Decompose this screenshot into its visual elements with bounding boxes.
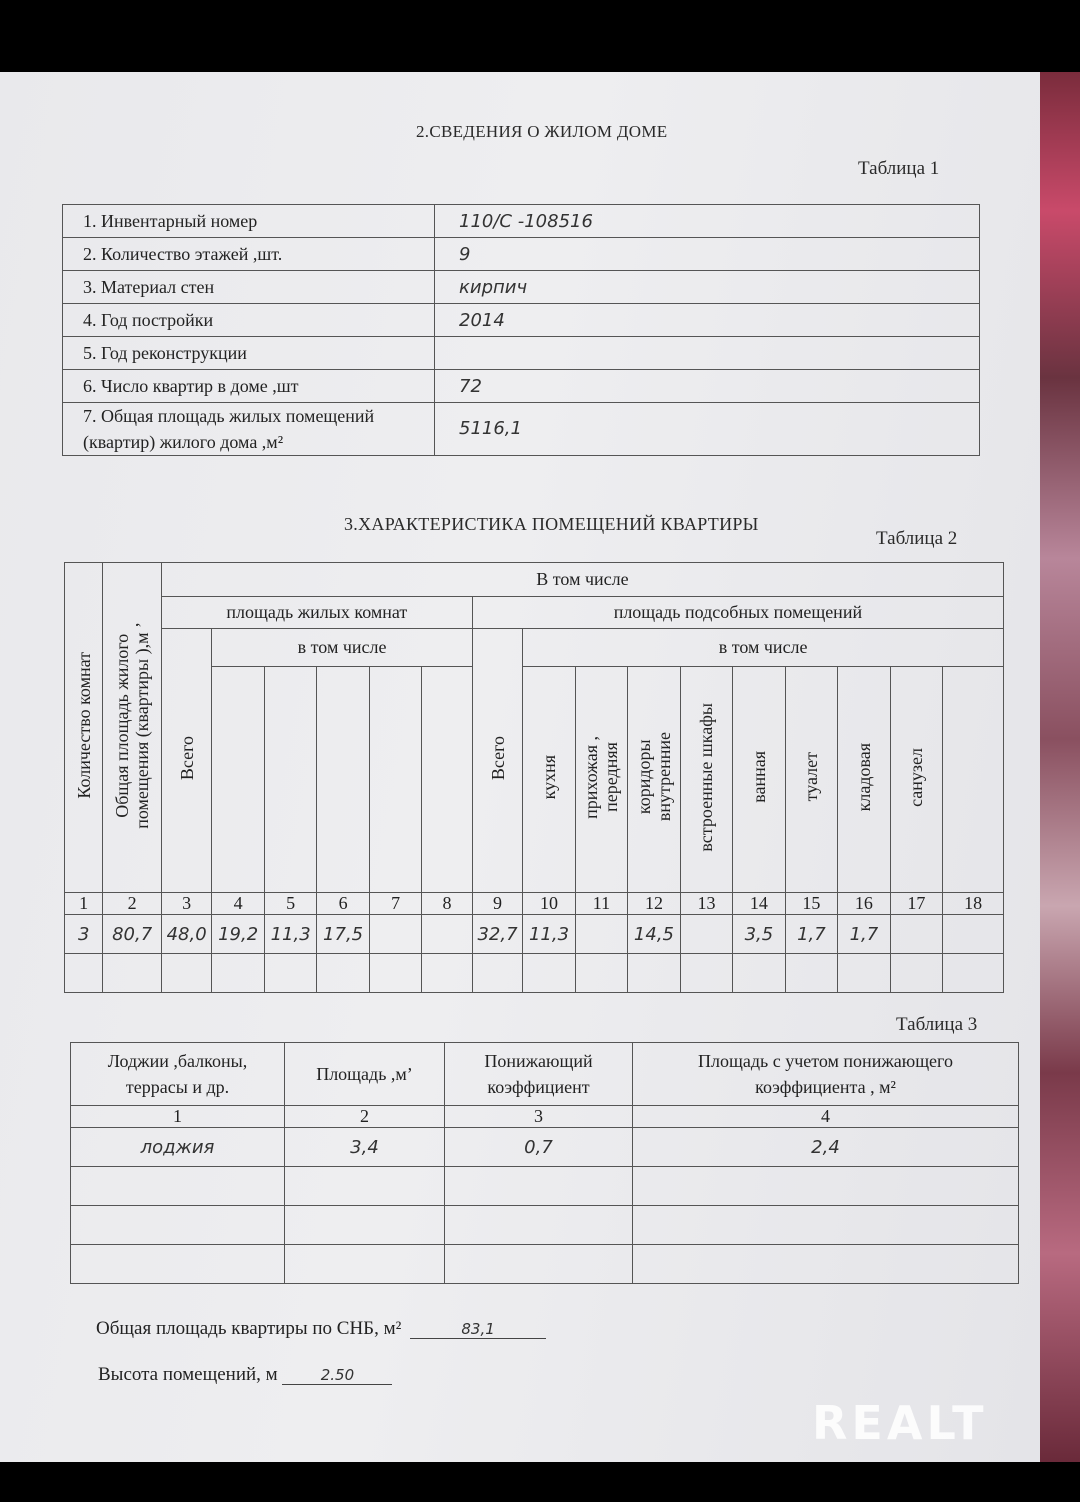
empty-cell <box>71 1206 285 1245</box>
header-aux-area: площадь подсобных помещений <box>472 597 1003 629</box>
table-header-row <box>71 1043 1019 1106</box>
column-number: 1 <box>65 893 103 915</box>
table-cell: 11,3 <box>523 915 575 954</box>
header-text: Всего <box>176 735 197 781</box>
header-text: кухня <box>538 754 559 800</box>
header-text: ванная <box>748 751 769 803</box>
empty-cell <box>943 954 1004 993</box>
table1-label: Таблица 1 <box>858 158 940 179</box>
table-row-empty <box>65 954 1004 993</box>
table-cell: 19,2 <box>212 915 264 954</box>
column-number: 14 <box>733 893 785 915</box>
header-text: туалет <box>801 752 822 802</box>
table-row <box>71 1128 1019 1167</box>
column-number: 13 <box>680 893 732 915</box>
row-label-line2: (квартир) жилого дома ,м² <box>83 432 284 452</box>
header-hall <box>575 667 627 893</box>
header-total-area <box>103 563 162 893</box>
section2-title: 2.СВЕДЕНИЯ О ЖИЛОМ ДОМЕ <box>416 122 668 141</box>
empty-cell <box>65 954 103 993</box>
column-number: 18 <box>943 893 1004 915</box>
empty-cell <box>633 1167 1019 1206</box>
table-row <box>63 403 980 456</box>
empty-cell <box>285 1167 445 1206</box>
column-number: 4 <box>633 1106 1019 1128</box>
row-label-line1: 7. Общая площадь жилых помещений <box>83 406 375 426</box>
table-row-empty <box>71 1245 1019 1284</box>
empty-cell <box>422 954 472 993</box>
table-cell: 80,7 <box>103 915 162 954</box>
table-row <box>63 370 980 403</box>
header-rooms-count <box>65 563 103 893</box>
header-wc <box>890 667 942 893</box>
column-number: 12 <box>628 893 680 915</box>
row-label <box>63 403 435 456</box>
empty-cell <box>212 954 264 993</box>
table-row <box>63 337 980 370</box>
column-number: 3 <box>161 893 211 915</box>
table-cell <box>369 915 421 954</box>
header-blank <box>943 667 1004 893</box>
header-room-blank <box>264 667 316 893</box>
table-cell <box>575 915 627 954</box>
column-number: 3 <box>445 1106 633 1128</box>
column-number-row <box>71 1106 1019 1128</box>
empty-cell <box>71 1245 285 1284</box>
header-toilet <box>785 667 837 893</box>
column-number: 17 <box>890 893 942 915</box>
table-cell <box>680 915 732 954</box>
header-line2: помещения (квартиры ),м ’ <box>132 621 153 829</box>
empty-cell <box>890 954 942 993</box>
empty-cell <box>523 954 575 993</box>
table-row <box>65 915 1004 954</box>
header-room-blank <box>422 667 472 893</box>
table-header-row <box>65 597 1004 629</box>
column-number: 2 <box>103 893 162 915</box>
empty-cell <box>472 954 522 993</box>
row-value: 2014 <box>435 304 980 337</box>
row-value: кирпич <box>435 271 980 304</box>
empty-cell <box>369 954 421 993</box>
table-row <box>63 304 980 337</box>
table-header-row <box>65 563 1004 597</box>
header-loggia <box>71 1043 285 1106</box>
table-cell: 48,0 <box>161 915 211 954</box>
loggia-reduced: 2,4 <box>633 1128 1019 1167</box>
table-cell: 14,5 <box>628 915 680 954</box>
row-label: 1. Инвентарный номер <box>63 205 435 238</box>
row-value: 9 <box>435 238 980 271</box>
table-row <box>63 271 980 304</box>
column-number: 5 <box>264 893 316 915</box>
column-number: 1 <box>71 1106 285 1128</box>
empty-cell <box>633 1245 1019 1284</box>
table-cell: 1,7 <box>785 915 837 954</box>
header-text <box>112 622 152 829</box>
header-line1: прихожая , <box>581 735 602 819</box>
total-area-label: Общая площадь квартиры по СНБ, м² <box>96 1318 402 1339</box>
table3-label: Таблица 3 <box>896 1014 978 1035</box>
column-number: 9 <box>472 893 522 915</box>
column-number: 7 <box>369 893 421 915</box>
row-value: 110/С -108516 <box>435 205 980 238</box>
empty-cell <box>264 954 316 993</box>
table-cell <box>890 915 942 954</box>
empty-cell <box>285 1245 445 1284</box>
table-cell: 11,3 <box>264 915 316 954</box>
column-number: 15 <box>785 893 837 915</box>
header-text: Всего <box>487 735 508 781</box>
empty-cell <box>838 954 890 993</box>
header-storage <box>838 667 890 893</box>
header-line1: коридоры <box>633 739 654 815</box>
header-line1: Общая площадь жилого <box>112 632 133 818</box>
empty-cell <box>633 1206 1019 1245</box>
header-reduced-area <box>633 1043 1019 1106</box>
height-label: Высота помещений, м <box>98 1364 278 1385</box>
header-line1: Площадь с учетом понижающего <box>698 1051 953 1071</box>
column-number-row <box>65 893 1004 915</box>
table-row <box>63 238 980 271</box>
loggia-area: 3,4 <box>285 1128 445 1167</box>
empty-cell <box>103 954 162 993</box>
table-cell: 32,7 <box>472 915 522 954</box>
header-living-including: в том числе <box>212 629 472 667</box>
header-kitchen <box>523 667 575 893</box>
table-cell: 1,7 <box>838 915 890 954</box>
row-value: 72 <box>435 370 980 403</box>
header-living-area: площадь жилых комнат <box>161 597 472 629</box>
empty-cell <box>161 954 211 993</box>
empty-cell <box>445 1206 633 1245</box>
header-total-aux <box>472 629 522 893</box>
rooms-table <box>64 562 1004 993</box>
header-line1: Лоджии ,балконы, <box>107 1051 248 1071</box>
table-row-empty <box>71 1206 1019 1245</box>
header-line2: коэффициент <box>487 1077 590 1097</box>
table-cell: 3,5 <box>733 915 785 954</box>
empty-cell <box>317 954 369 993</box>
empty-cell <box>445 1245 633 1284</box>
column-number: 11 <box>575 893 627 915</box>
header-bath <box>733 667 785 893</box>
header-line2: коэффициента , м² <box>755 1077 896 1097</box>
column-number: 16 <box>838 893 890 915</box>
row-label: 4. Год постройки <box>63 304 435 337</box>
table2-label: Таблица 2 <box>876 528 958 549</box>
table-header-row <box>65 629 1004 667</box>
header-text: санузел <box>906 747 927 807</box>
header-text: кладовая <box>853 742 874 812</box>
table-cell: 17,5 <box>317 915 369 954</box>
header-line2: передняя <box>601 742 622 812</box>
total-area-value: 83,1 <box>410 1320 546 1339</box>
table-row <box>63 205 980 238</box>
table-cell: 3 <box>65 915 103 954</box>
header-text <box>581 736 621 819</box>
header-text: Количество комнат <box>73 651 94 799</box>
header-room-blank <box>317 667 369 893</box>
column-number: 2 <box>285 1106 445 1128</box>
header-including: В том числе <box>161 563 1003 597</box>
header-text <box>634 732 674 821</box>
empty-cell <box>785 954 837 993</box>
realt-watermark-logo: REALT <box>812 1396 988 1450</box>
empty-cell <box>628 954 680 993</box>
loggia-table <box>70 1042 1019 1284</box>
section3-title: 3.ХАРАКТЕРИСТИКА ПОМЕЩЕНИЙ КВАРТИРЫ <box>344 514 759 534</box>
empty-cell <box>285 1206 445 1245</box>
empty-cell <box>733 954 785 993</box>
header-line2: террасы и др. <box>125 1077 230 1097</box>
house-info-table <box>62 204 980 456</box>
height-line <box>98 1364 392 1386</box>
header-line2: внутренние <box>653 732 674 822</box>
header-area: Площадь ,м’ <box>285 1043 445 1106</box>
row-value: 5116,1 <box>435 403 980 456</box>
empty-cell <box>71 1167 285 1206</box>
column-number: 8 <box>422 893 472 915</box>
column-number: 10 <box>523 893 575 915</box>
header-room-blank <box>212 667 264 893</box>
header-total-living <box>161 629 211 893</box>
column-number: 4 <box>212 893 264 915</box>
header-corridors <box>628 667 680 893</box>
header-line1: Понижающий <box>484 1051 593 1071</box>
header-text: встроенные шкафы <box>696 702 717 852</box>
row-label: 6. Число квартир в доме ,шт <box>63 370 435 403</box>
header-coef <box>445 1043 633 1106</box>
header-aux-including: в том числе <box>523 629 1004 667</box>
height-value: 2.50 <box>282 1366 392 1385</box>
loggia-coef: 0,7 <box>445 1128 633 1167</box>
row-value <box>435 337 980 370</box>
row-label: 2. Количество этажей ,шт. <box>63 238 435 271</box>
total-area-line <box>96 1318 546 1340</box>
header-closets <box>680 667 732 893</box>
empty-cell <box>445 1167 633 1206</box>
empty-cell <box>680 954 732 993</box>
row-label: 3. Материал стен <box>63 271 435 304</box>
table-cell <box>422 915 472 954</box>
empty-cell <box>575 954 627 993</box>
table-cell <box>943 915 1004 954</box>
loggia-type: лоджия <box>71 1128 285 1167</box>
table-row-empty <box>71 1167 1019 1206</box>
row-label: 5. Год реконструкции <box>63 337 435 370</box>
header-room-blank <box>369 667 421 893</box>
column-number: 6 <box>317 893 369 915</box>
